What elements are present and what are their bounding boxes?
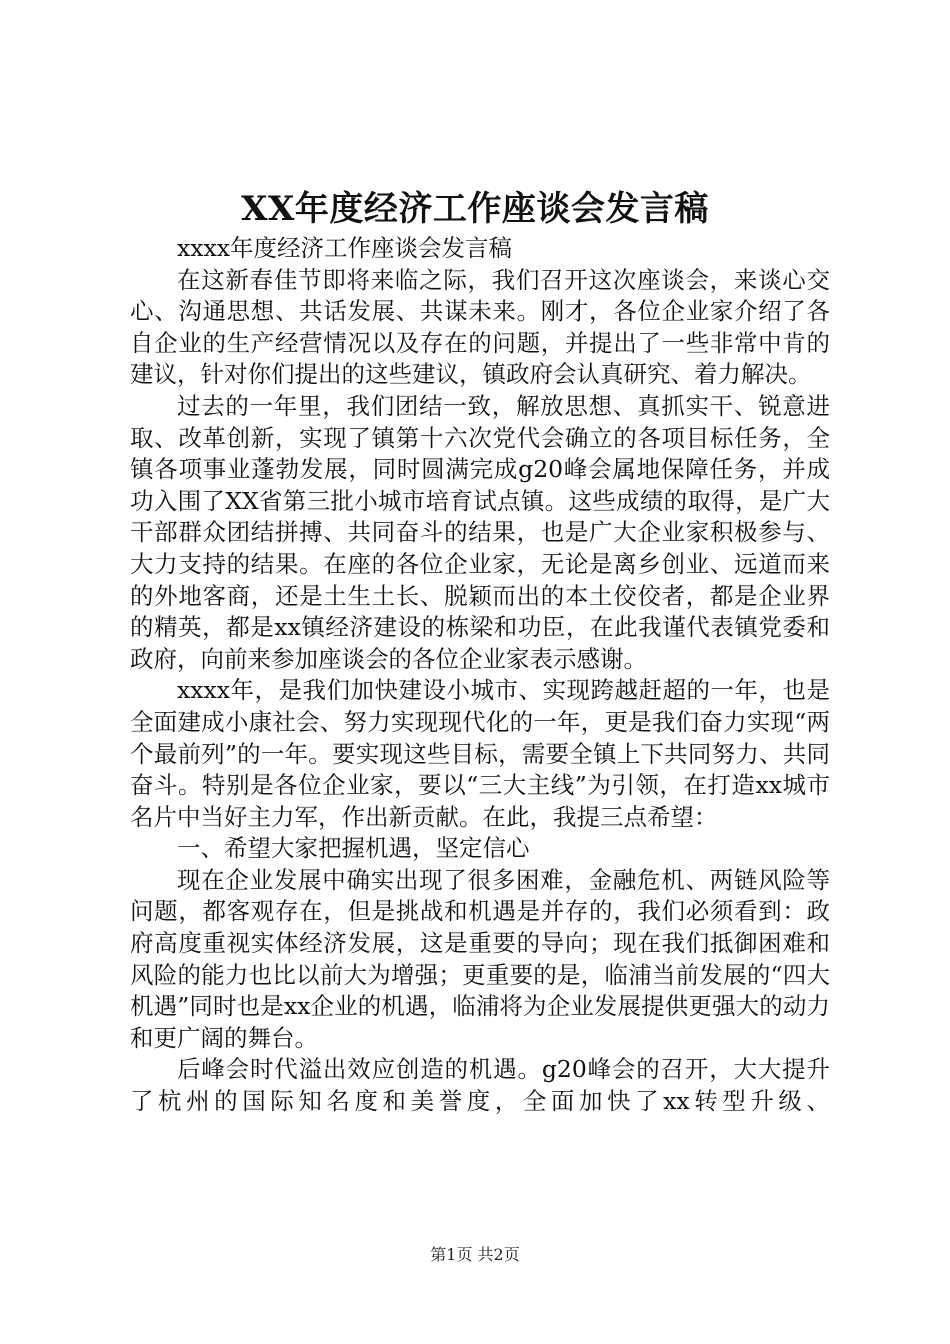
paragraph-past-year: 过去的一年里，我们团结一致，解放思想、真抓实干、锐意进取、改革创新，实现了镇第十六次党代会确立的各项目标任务，全镇各项事业蓬勃发展，同时圆满完成g20峰会属地保障任务，并成功入围了XX省第三批小城市培育试点镇。这些成绩的取得，是广大干部群众团结拼搏、共同奋斗的结果，也是广大企业家积极参与、大力支持的结果。在座的各位企业家，无论是离乡创业、远道而来的外地客商，还是土生土长、脱颖而出的本土佼佼者，都是企业界的精英，都是xx镇经济建设的栋梁和功臣，在此我谨代表镇党委和政府，向前来参加座谈会的各位企业家表示感谢。 bbox=[130, 391, 830, 673]
document-title: XX年度经济工作座谈会发言稿 bbox=[241, 189, 709, 229]
paragraph-subtitle: xxxx年度经济工作座谈会发言稿 bbox=[177, 234, 513, 262]
paragraph-opening: 在这新春佳节即将来临之际，我们召开这次座谈会，来谈心交心、沟通思想、共话发展、共谋未来。刚才，各位企业家介绍了各自企业的生产经营情况以及存在的问题，并提出了一些非常中肯的建议，针对你们提出的这些建议，镇政府会认真研究、着力解决。 bbox=[130, 265, 830, 389]
paragraph-this-year: xxxx年，是我们加快建设小城市、实现跨越赶超的一年，也是全面建成小康社会、努力实现现代化的一年，更是我们奋力实现“两个最前列”的一年。要实现这些目标，需要全镇上下共同努力、共同奋斗。特别是各位企业家，要以“三大主线”为引领，在打造xx城市名片中当好主力军，作出新贡献。在此，我提三点希望： bbox=[130, 676, 830, 831]
page-number-label: 第1页 共2页 bbox=[430, 1245, 520, 1264]
page-footer bbox=[0, 1244, 950, 1266]
paragraph-post-summit: 后峰会时代溢出效应创造的机遇。g20峰会的召开，大大提升了杭州的国际知名度和美誉度，全面加快了xx转型升级、 bbox=[130, 1055, 830, 1116]
document-body bbox=[130, 233, 830, 1118]
paragraph-challenges: 现在企业发展中确实出现了很多困难，金融危机、两链风险等问题，都客观存在，但是挑战和机遇是并存的，我们必须看到：政府高度重视实体经济发展，这是重要的导向；现在我们抵御困难和风险的能力也比以前大为增强；更重要的是，临浦当前发展的“四大机遇”同时也是xx企业的机遇，临浦将为企业发展提供更强大的动力和更广阔的舞台。 bbox=[130, 865, 830, 1052]
section-heading-1: 一、希望大家把握机遇，坚定信心 bbox=[177, 834, 530, 863]
